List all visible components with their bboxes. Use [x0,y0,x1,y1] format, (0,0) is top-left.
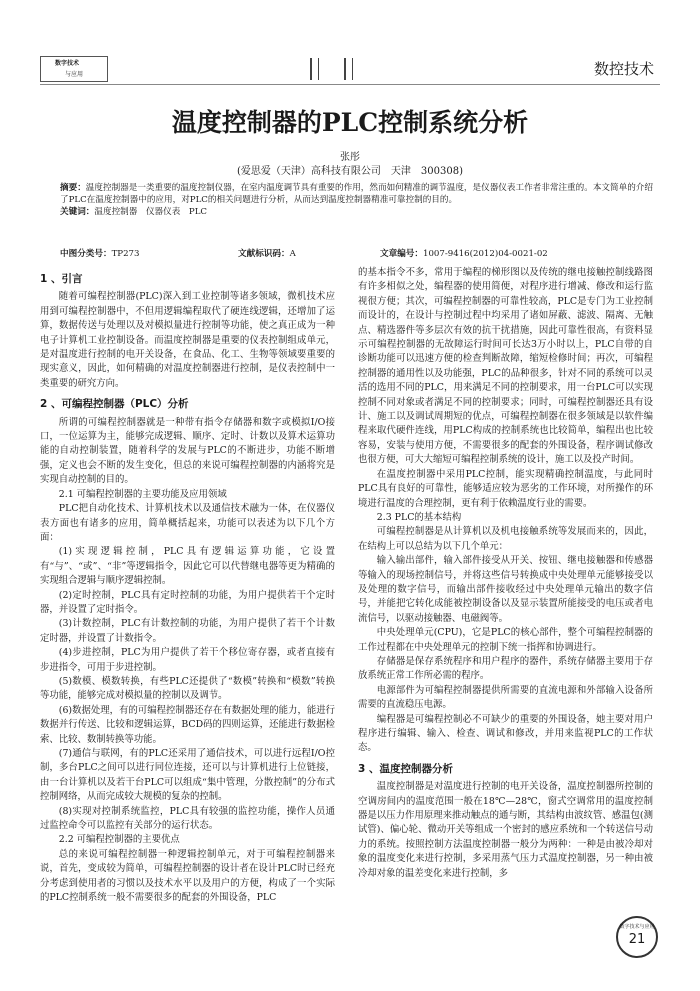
paragraph: (6)数据处理，有的可编程控制器还存在有数据处理的能力，能进行数据并行传送、比较和逻辑运算，BCD码的四则运算，还能进行数据检索、比较、数制转换等功能。 [40,704,335,745]
header-bar [318,58,319,80]
doc-value: A [289,249,296,259]
subsection-heading: 2.2 可编程控制器的主要优点 [58,834,180,846]
paragraph: 可编程控制器是从计算机以及机电接触系统等发展而来的，因此，在结构上可以总结为以下几个单元： [358,526,653,552]
paragraph: 中央处理单元(CPU)，它是PLC的核心部件，整个可编程控制器的工作过程都在中央处理单元的控制下统一指挥和协调进行。 [358,627,653,653]
paragraph: (2)定时控制，PLC具有定时控制的功能，为用户提供若干个定时器，并设置了定时指令。 [40,589,335,615]
clc-number [60,247,140,259]
paragraph: (7)通信与联网，有的PLC还采用了通信技术，可以进行远程I/O控制，多台PLC之间可以进行同位连接，还可以与计算机进行上位链接，由一台计算机以及若干台PLC可以组成“集中管理，分散控制”的分布式控制网络，从而完成较大规模的复杂的控制。 [40,748,335,803]
page-number-seal [616,916,658,958]
header-bar [310,58,312,80]
paragraph: 温度控制器是对温度进行控制的电开关设备，温度控制器所控制的空调房间内的温度范围一般在18℃—28℃，窗式空调常用的温度控制器是以压力作用原理来推动触点的通与断，其结构由波纹管、感温包(测试管)、偏心轮、微动开关等组成一个密封的感应系统和一个转送信号动力的系统。按照控制方法温度控制器一般分为两种：一种是由被冷却对象的温度变化来进行控制，多采用蒸气压力式温度控制器，另一种由被冷却对象的温差变化来进行控制，多 [358,781,653,879]
abstract-label: 摘要： [60,183,86,193]
abstract [60,182,660,218]
seal-text: 数字技术与应用 [619,924,655,930]
paragraph: 的基本指令不多，常用于编程的梯形图以及传统的继电接触控制线路图有许多相似之处，编程器的使用简便，对程序进行增减、修改和运行监视很方便；其次，可编程控制器的可靠性较高，PLC是专门为工业控制而设计的，在设计与控制过程中均采用了诸如屏蔽、滤波、隔离、无触点、精选器件等多层次有效的抗干扰措施，因此可靠性很高，有资料显示可编程控制器的无故障运行时间可长达3万小时以上，PLC自带的自诊断功能可以迅速方便的检查判断故障，缩短检修时间；再次，可编程控制器的通用性以及功能强，PLC的品种很多，针对不同的系统可以灵活的选用不同的PLC，用来满足不同的控制要求，用一台PLC可以实现控制不同对象或者满足不同的控制要求；同时，可编程控制器还具有设计、施工以及调试周期短的优点，可编程控制器在很多领域是以软件编程来取代硬件连线，用PLC构成的控制系统也比较简单，编程出也比较容易，安装与使用方便，不需要很多的配套的外围设备，程序调试修改也很方便，可大大缩短可编程控制系统的设计，施工以及投产时间。 [358,267,653,466]
section-heading: 2 、可编程控制器（PLC）分析 [40,398,189,411]
abstract-text: 温度控制器是一类重要的温度控制仪器，在室内温度调节具有重要的作用，然而如何精准的调节温度，是仪器仪表工作者非常注重的。本文简单的介绍了PLC在温度控制器中的应用，对PLC的相关问题进行分析，从而达到温度控制器精准可靠控制的目的。 [60,183,653,205]
header-bar [344,58,346,80]
paragraph: 所谓的可编程控制器就是一种带有指令存储器和数字或模拟I/O接口，一位运算为主，能够完成逻辑、顺序、定时、计数以及算术运算功能的自动控制装置，随着科学的发展与PLC的不断进步，功能不断增强，定义也会不断的发生变化，但总的来说可编程控制器的内涵将究是实现自动控制的目的。 [40,416,335,486]
header-divider [40,84,660,85]
article-affiliation: (爱思爱（天津）高科技有限公司 天津 300308) [237,166,463,177]
article-title: 温度控制器的PLC控制系统分析 [171,108,529,137]
clc-value: TP273 [111,249,140,259]
journal-badge-line1: 数字技术 [55,60,80,67]
header-bar [352,58,353,80]
paragraph: (8)实现对控制系统监控，PLC具有较强的监控功能，操作人员通过监控命令可以监控有关部分的运行状态。 [40,805,335,832]
journal-badge-line2: 与应用 [65,71,84,78]
paragraph: 随着可编程控制器(PLC)深入到工业控制等诸多领域，微机技术应用到可编程控制器中，不但用逻辑编程取代了硬连线逻辑，还增加了运算，数据传送与处理以及对模拟量进行控制等功能，使之真正成为一种电子计算机工业控制设备。而温度控制器是重要的仪表控制组成单元，是对温度进行控制的电开关设备，在食品、化工、生物等领域要重要的现实意义，因此，如何精确的对温度控制器进行控制，是仪表控制中一类重要的研究方向。 [40,291,335,389]
paragraph: 编程器是可编程控制必不可缺少的重要的外围设备，她主要对用户程序进行编辑、输入、检查、调试和修改，并用来监视PLC的工作状态。 [358,713,653,754]
article-author: 张彤 [340,152,360,163]
paragraph: 输入输出部件，输入部件接受从开关、按钮、继电接触器和传感器等输入的现场控制信号，并将这些信号转换成中央处理单元能够接受以及处理的数字信号，而输出部件接收经过中央处理单元输出的数字信号，并能把它转化成能被控制设备以及显示装置所能接受的电压或者电流信号，以驱动接触器、电磁阀等。 [358,555,653,624]
paragraph: (1)实现逻辑控制，PLC具有逻辑运算功能，它设置有“与”、“或”、“非”等逻辑指令，因此它可以代替继电器等更为精确的实现组合逻辑与顺序逻辑控制。 [40,546,335,587]
keywords: 温度控制器 仪器仪表 PLC [94,207,207,217]
doc-label: 文献标识码： [238,249,290,259]
article-no-value: 1007-9416(2012)04-0021-02 [422,249,548,259]
article-no-label: 文章编号： [380,249,423,259]
paragraph: 电源部件为可编程控制器提供所需要的直流电源和外部输入设备所需要的直流稳压电源。 [358,684,653,711]
paragraph: 存储器是保存系统程序和用户程序的器件，系统存储器主要用于存放系统正常工作所必需的程序。 [358,655,653,682]
article-number [380,247,548,259]
section-heading: 1 、引言 [40,273,83,285]
section-title: 数控技术 [593,60,654,78]
page-number: 21 [628,932,646,947]
paragraph: (5)数模、模数转换，有些PLC还提供了“数模”转换和“模数”转换等功能，能够完成对模拟量的控制以及调节。 [40,675,335,702]
subsection-heading: 2.3 PLC的基本结构 [376,511,462,523]
paragraph: 总的来说可编程控制器一种逻辑控制单元，对于可编程控制器来说，首先，变成较为简单，可编程控制器的设计者在设计PLC时已经充分考虑到使用者的习惯以及技术水平以及用户的方便，构成了一个实际的PLC控制系统一般不需要很多的配套的外围设备，PLC [40,848,335,904]
right-column [358,266,653,881]
paragraph: (4)步进控制，PLC为用户提供了若干个移位寄存器，或者直接有步进指令，可用于步进控制。 [40,647,335,673]
keywords-label: 关键词： [60,207,95,217]
paragraph: PLC把自动化技术、计算机技术以及通信技术融为一体，在仪器仪表方面也有诸多的应用，简单概括起来，功能可以表述为以下几个方面： [40,503,335,543]
paragraph: 在温度控制器中采用PLC控制，能实现精确控制温度，与此同时PLC具有良好的可靠性，能够适应较为恶劣的工作环境，对所操作的环境进行温度的合理控制，更有利于依赖温度行业的需要。 [358,468,653,509]
subsection-heading: 2.1 可编程控制器的主要功能及应用领域 [58,488,227,500]
clc-label: 中图分类号： [60,249,112,259]
paragraph: (3)计数控制，PLC有计数控制的功能，为用户提供了若干个计数定时器，并设置了计数指令。 [40,618,335,644]
document-code [238,247,296,259]
section-heading: 3 、温度控制器分析 [358,762,453,775]
left-column [40,266,335,905]
